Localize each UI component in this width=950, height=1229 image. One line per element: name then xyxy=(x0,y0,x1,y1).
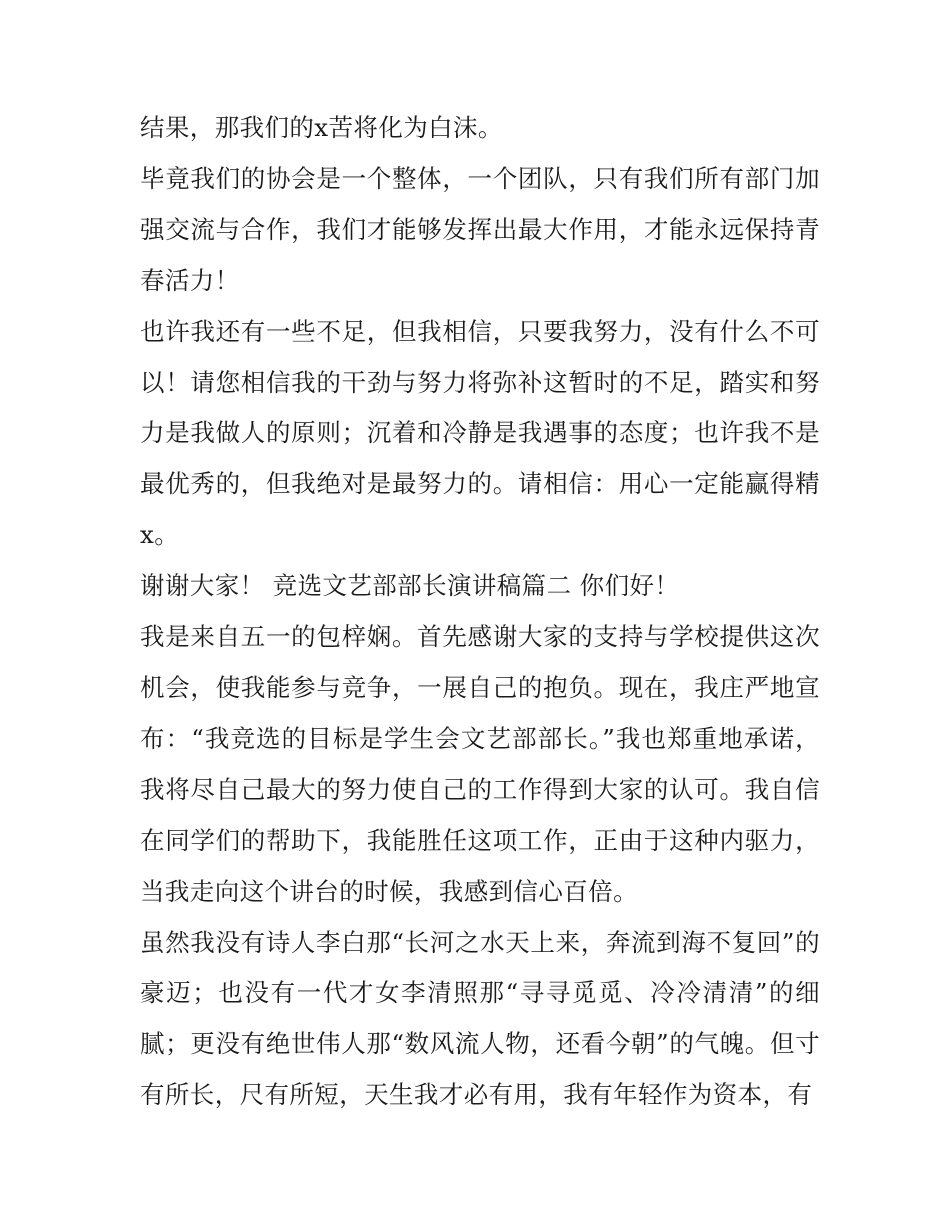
paragraph-3: 也许我还有一些不足，但我相信，只要我努力，没有什么不可以！请您相信我的干劲与努力将弥补这暂时的不足，踏实和努力是我做人的原则；沉着和冷静是我遇事的态度；也许我不是最优秀的，但我绝对是最努力的。请相信：用心一定能赢得精x。 xyxy=(140,316,820,550)
paragraph-5: 我是来自五一的包梓娴。首先感谢大家的支持与学校提供这次机会，使我能参与竞争，一展自己的抱负。现在，我庄严地宣布：“我竞选的目标是学生会文艺部部长。”我也郑重地承诺，我将尽自己最大的努力使自己的工作得到大家的认可。我自信在同学们的帮助下，我能胜任这项工作，正由于这种内驱力，当我走向这个讲台的时候，我感到信心百倍。 xyxy=(140,622,820,906)
document-body xyxy=(140,103,820,1121)
paragraph-2: 毕竟我们的协会是一个整体，一个团队，只有我们所有部门加强交流与合作，我们才能够发挥出最大作用，才能永远保持青春活力！ xyxy=(140,163,820,295)
paragraph-6: 虽然我没有诗人李白那“长河之水天上来，奔流到海不复回”的豪迈；也没有一代才女李清照那“寻寻觅觅、冷冷清清”的细腻；更没有绝世伟人那“数风流人物，还看今朝”的气魄。但寸有所长，尺有所短，天生我才必有用，我有年轻作为资本，有 xyxy=(140,927,820,1110)
paragraph-1: 结果，那我们的x苦将化为白沫。 xyxy=(140,113,503,142)
paragraph-4: 谢谢大家！ 竞选文艺部部长演讲稿篇二 你们好！ xyxy=(140,571,680,601)
